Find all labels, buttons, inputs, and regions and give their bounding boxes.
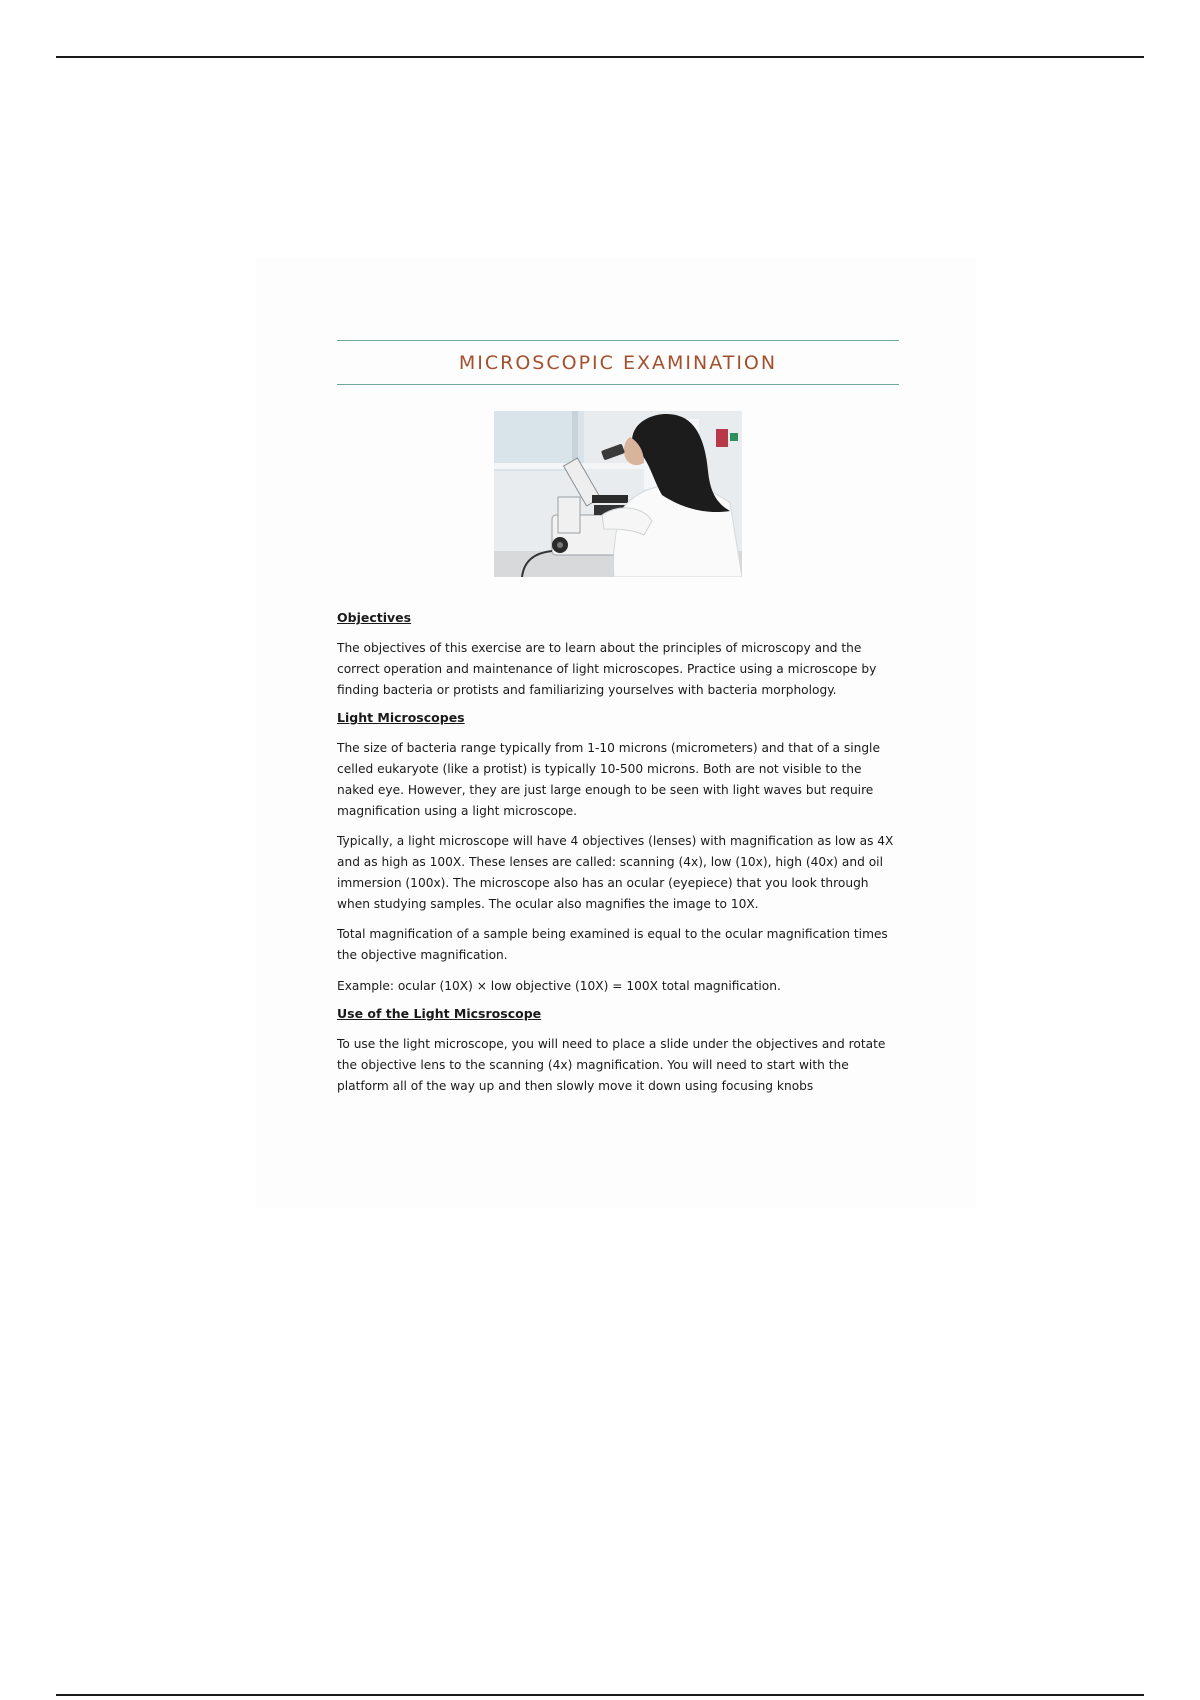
light-microscopes-paragraph-1: The size of bacteria range typically from 1-10 microns (micrometers) and that of a single celled eukaryote (like a protist) is typically 10-500 microns. Both are not visible to the naked eye. However, they are just large enough to be seen with light waves but require magnification using a light microscope. — [337, 741, 880, 818]
title-block — [337, 340, 899, 385]
light-microscopes-example: Example: ocular (10X) × low objective (10X) = 100X total magnification. — [337, 979, 781, 993]
document-title: MICROSCOPIC EXAMINATION — [458, 351, 778, 374]
microscope-photo — [494, 411, 742, 577]
use-of-light-microscope-paragraph: To use the light microscope, you will need to place a slide under the objectives and rotate the objective lens to the scanning (4x) magnification. You will need to start with the platform all of the way up and then slowly move it down using focusing knobs — [337, 1037, 886, 1093]
light-microscopes-paragraph-2: Typically, a light microscope will have 4 objectives (lenses) with magnification as low as 4X and as high as 100X. These lenses are called: scanning (4x), low (10x), high (40x) and oil immersion (100x). The microscope also has an ocular (eyepiece) that you look through when studying samples. The ocular also magnifies the image to 10X. — [337, 834, 894, 911]
document-content — [337, 340, 899, 1097]
objectives-paragraph: The objectives of this exercise are to learn about the principles of microscopy and the correct operation and maintenance of light microscopes. Practice using a microscope by finding bacteria or protists and familiarizing yourselves with bacteria morphology. — [337, 641, 877, 697]
page-bottom-rule — [56, 1694, 1144, 1696]
objectives-heading: Objectives — [337, 610, 412, 625]
light-microscopes-heading: Light Microscopes — [337, 710, 465, 725]
use-of-light-microscope-heading: Use of the Light Micsroscope — [337, 1006, 542, 1021]
page-top-rule — [56, 56, 1144, 58]
microscope-photo-illustration — [494, 411, 742, 577]
light-microscopes-paragraph-3: Total magnification of a sample being examined is equal to the ocular magnification times the objective magnification. — [337, 927, 888, 962]
